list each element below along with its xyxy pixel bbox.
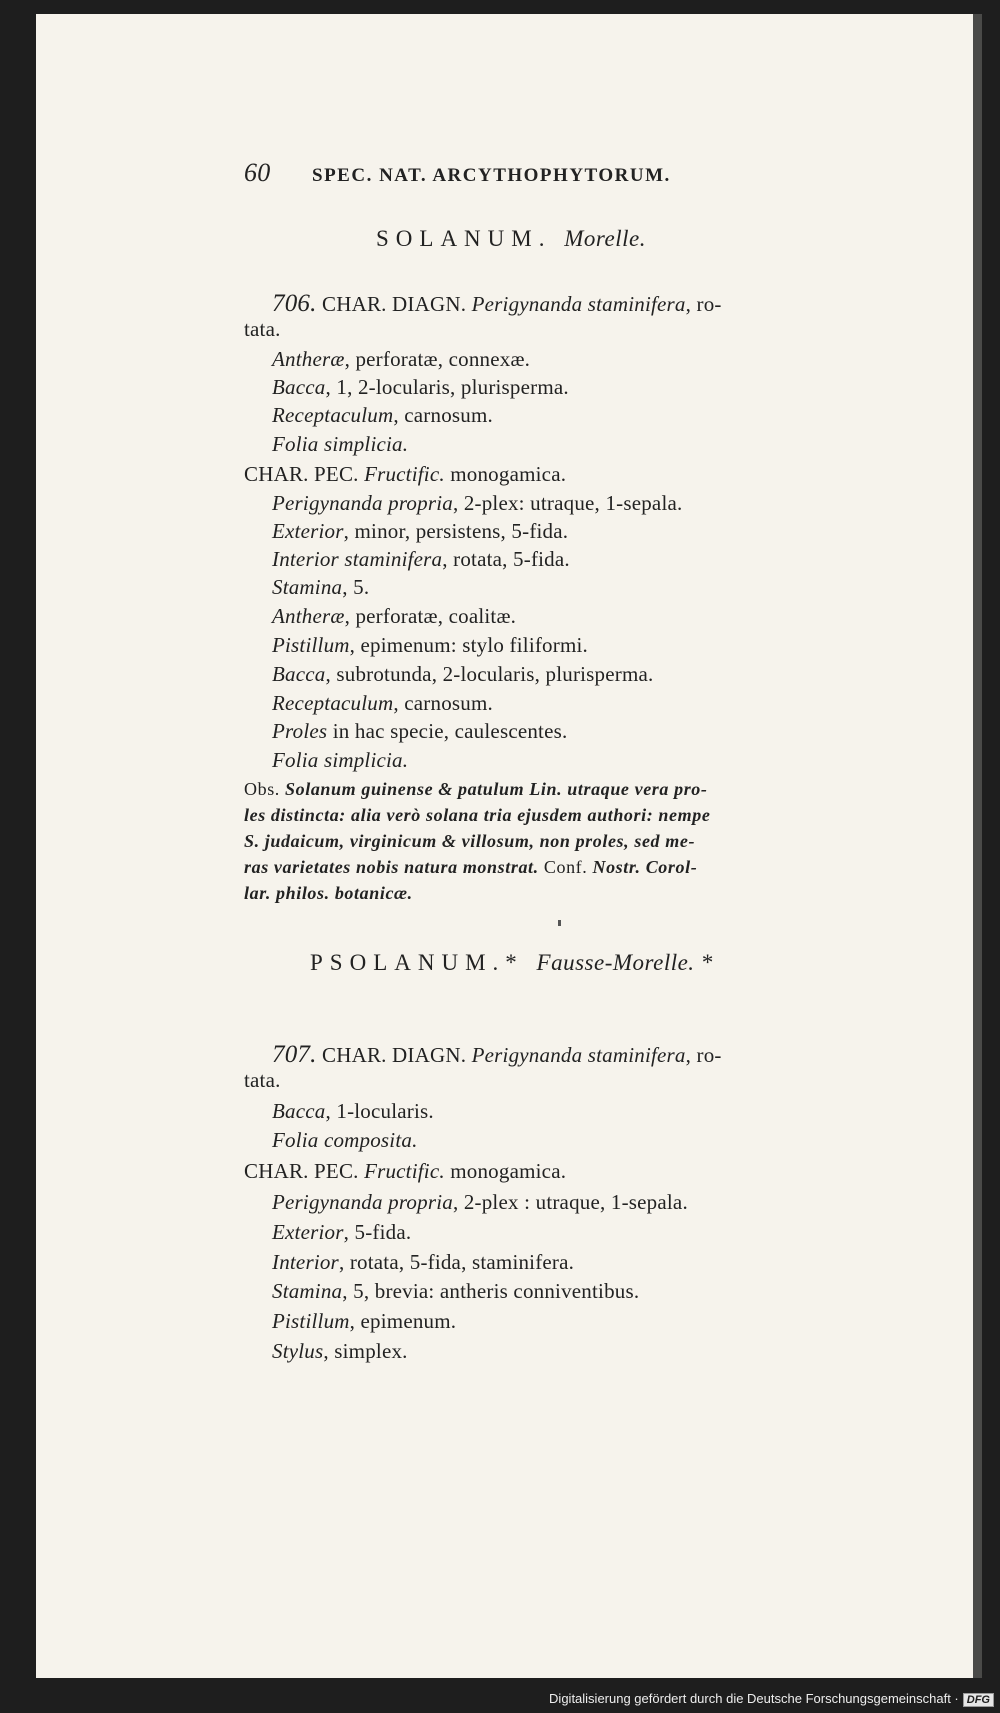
- pec-text: , simplex.: [323, 1339, 408, 1363]
- char-diagn-line: [272, 290, 722, 318]
- pec-item: [272, 575, 369, 600]
- diagn-item: [272, 347, 530, 372]
- pec-item: [272, 633, 588, 658]
- pec-text: , rotata, 5-fida.: [442, 547, 570, 571]
- pec-item: [272, 1220, 411, 1245]
- pec-term: Interior: [272, 1250, 339, 1274]
- char-diagn-line: [272, 1041, 722, 1069]
- pec-text: , carnosum.: [393, 691, 493, 715]
- pec-text: , minor, persistens, 5-fida.: [343, 519, 569, 543]
- genus-title-psolanum: [310, 950, 713, 976]
- pec-item: [272, 1279, 639, 1304]
- credit-text: Digitalisierung gefördert durch die Deutsche Forschungsgemeinschaft ·: [549, 1691, 959, 1706]
- pec-item: [272, 547, 570, 572]
- obs-line: les distincta: alia verò solana tria ejusdem authori: nempe: [244, 805, 711, 825]
- pec-text: , rotata, 5-fida, staminifera.: [338, 1250, 575, 1274]
- pec-text: , 2-plex: utraque, 1-sepala.: [452, 491, 683, 515]
- char-diagn-continuation: tata.: [244, 317, 281, 341]
- obs-text: Solanum guinense & patulum Lin. utraque vera pro-: [285, 779, 708, 799]
- pec-text: , 5, brevia: antheris conniventibus.: [342, 1279, 640, 1303]
- obs-line: lar. philos. botanicæ.: [244, 883, 413, 903]
- pec-item: [272, 748, 408, 773]
- pec-text: in hac specie, caulescentes.: [327, 719, 568, 743]
- pec-item: [272, 1339, 408, 1364]
- pec-term: Exterior: [272, 1220, 344, 1244]
- diagn-item: [272, 1128, 418, 1153]
- char-diagn-continuation: tata.: [244, 1068, 281, 1092]
- char-pec-italic: Fructific.: [364, 1159, 445, 1183]
- char-diagn-italic: Perigynanda staminifera: [471, 1043, 686, 1067]
- pec-term: Stamina: [272, 575, 343, 599]
- pec-item: [272, 1309, 456, 1334]
- pec-term: Interior staminifera: [272, 547, 443, 571]
- pec-term: Receptaculum: [272, 691, 394, 715]
- pec-item: [272, 491, 682, 516]
- genus-name: PSOLANUM.*: [310, 950, 524, 975]
- obs-label: Obs.: [244, 779, 280, 799]
- pec-text: , epimenum: stylo filiformi.: [349, 633, 588, 657]
- char-pec-rest: monogamica.: [450, 1159, 567, 1183]
- pec-item: [272, 1250, 574, 1275]
- entry-number: 707.: [272, 1041, 317, 1068]
- pec-text: , subrotunda, 2-locularis, plurisperma.: [325, 662, 654, 686]
- obs-text: ras varietates nobis natura monstrat.: [244, 857, 539, 877]
- pec-text: , 2-plex : utraque, 1-sepala.: [452, 1190, 688, 1214]
- diagn-item: [272, 1099, 434, 1124]
- page-number: 60: [244, 158, 271, 187]
- pec-item: [272, 604, 516, 629]
- char-pec-label: CHAR. PEC.: [244, 462, 359, 486]
- pec-item: [272, 1190, 688, 1215]
- pec-text: , perforatæ, coalitæ.: [344, 604, 517, 628]
- pec-term: Pistillum: [272, 633, 350, 657]
- diagn-term: Folia composita.: [272, 1128, 418, 1152]
- char-pec-label: CHAR. PEC.: [244, 1159, 359, 1183]
- pec-term: Perigynanda propria: [272, 1190, 453, 1214]
- book-page: [36, 14, 982, 1678]
- diagn-term: Bacca: [272, 1099, 326, 1123]
- diagn-text: , perforatæ, connexæ.: [344, 347, 531, 371]
- running-title: SPEC. NAT. ARCYTHOPHYTORUM.: [312, 165, 671, 186]
- diagn-term: Bacca: [272, 375, 326, 399]
- diagn-text: , carnosum.: [393, 403, 493, 427]
- genus-name: SOLANUM.: [376, 226, 552, 251]
- char-diagn-rest: , ro-: [685, 1043, 722, 1067]
- diagn-text: , 1, 2-locularis, plurisperma.: [325, 375, 569, 399]
- genus-title-solanum: [376, 226, 646, 252]
- char-diagn-rest: , ro-: [685, 292, 722, 316]
- char-pec-line: [244, 462, 566, 487]
- pec-term: Antheræ: [272, 604, 345, 628]
- diagn-term: Receptaculum: [272, 403, 394, 427]
- char-diagn-label: CHAR. DIAGN.: [322, 292, 467, 316]
- char-pec-rest: monogamica.: [450, 462, 567, 486]
- pec-term: Folia simplicia.: [272, 748, 409, 772]
- pec-term: Bacca: [272, 662, 326, 686]
- pec-term: Proles: [272, 719, 328, 743]
- pec-term: Stylus: [272, 1339, 324, 1363]
- obs-conf-label: Conf.: [543, 857, 588, 877]
- char-pec-italic: Fructific.: [364, 462, 445, 486]
- pec-item: [272, 662, 653, 687]
- digitization-credit: [549, 1691, 994, 1707]
- diagn-item: [272, 432, 408, 457]
- char-diagn-label: CHAR. DIAGN.: [322, 1043, 467, 1067]
- pec-item: [272, 519, 568, 544]
- diagn-item: [272, 403, 493, 428]
- pec-item: [272, 719, 567, 744]
- diagn-item: [272, 375, 569, 400]
- pec-text: , 5.: [342, 575, 370, 599]
- pec-text: , epimenum.: [349, 1309, 457, 1333]
- char-diagn-italic: Perigynanda staminifera: [471, 292, 686, 316]
- pec-term: Exterior: [272, 519, 344, 543]
- pec-term: Pistillum: [272, 1309, 350, 1333]
- genus-vernacular: Fausse-Morelle. *: [536, 950, 713, 975]
- diagn-term: Antheræ: [272, 347, 345, 371]
- ink-mark: [558, 920, 561, 926]
- pec-term: Stamina: [272, 1279, 343, 1303]
- genus-vernacular: Morelle.: [564, 226, 646, 251]
- obs-line: [244, 857, 697, 878]
- diagn-term: Folia simplicia.: [272, 432, 409, 456]
- obs-conf-text: Nostr. Corol-: [592, 857, 698, 877]
- obs-line: [244, 779, 708, 800]
- obs-line: S. judaicum, virginicum & villosum, non proles, sed me-: [244, 831, 696, 851]
- entry-number: 706.: [272, 290, 317, 317]
- pec-text: , 5-fida.: [343, 1220, 412, 1244]
- diagn-text: , 1-locularis.: [325, 1099, 434, 1123]
- pec-item: [272, 691, 493, 716]
- char-pec-line: [244, 1159, 566, 1184]
- dfg-logo: DFG: [963, 1693, 994, 1707]
- pec-term: Perigynanda propria: [272, 491, 453, 515]
